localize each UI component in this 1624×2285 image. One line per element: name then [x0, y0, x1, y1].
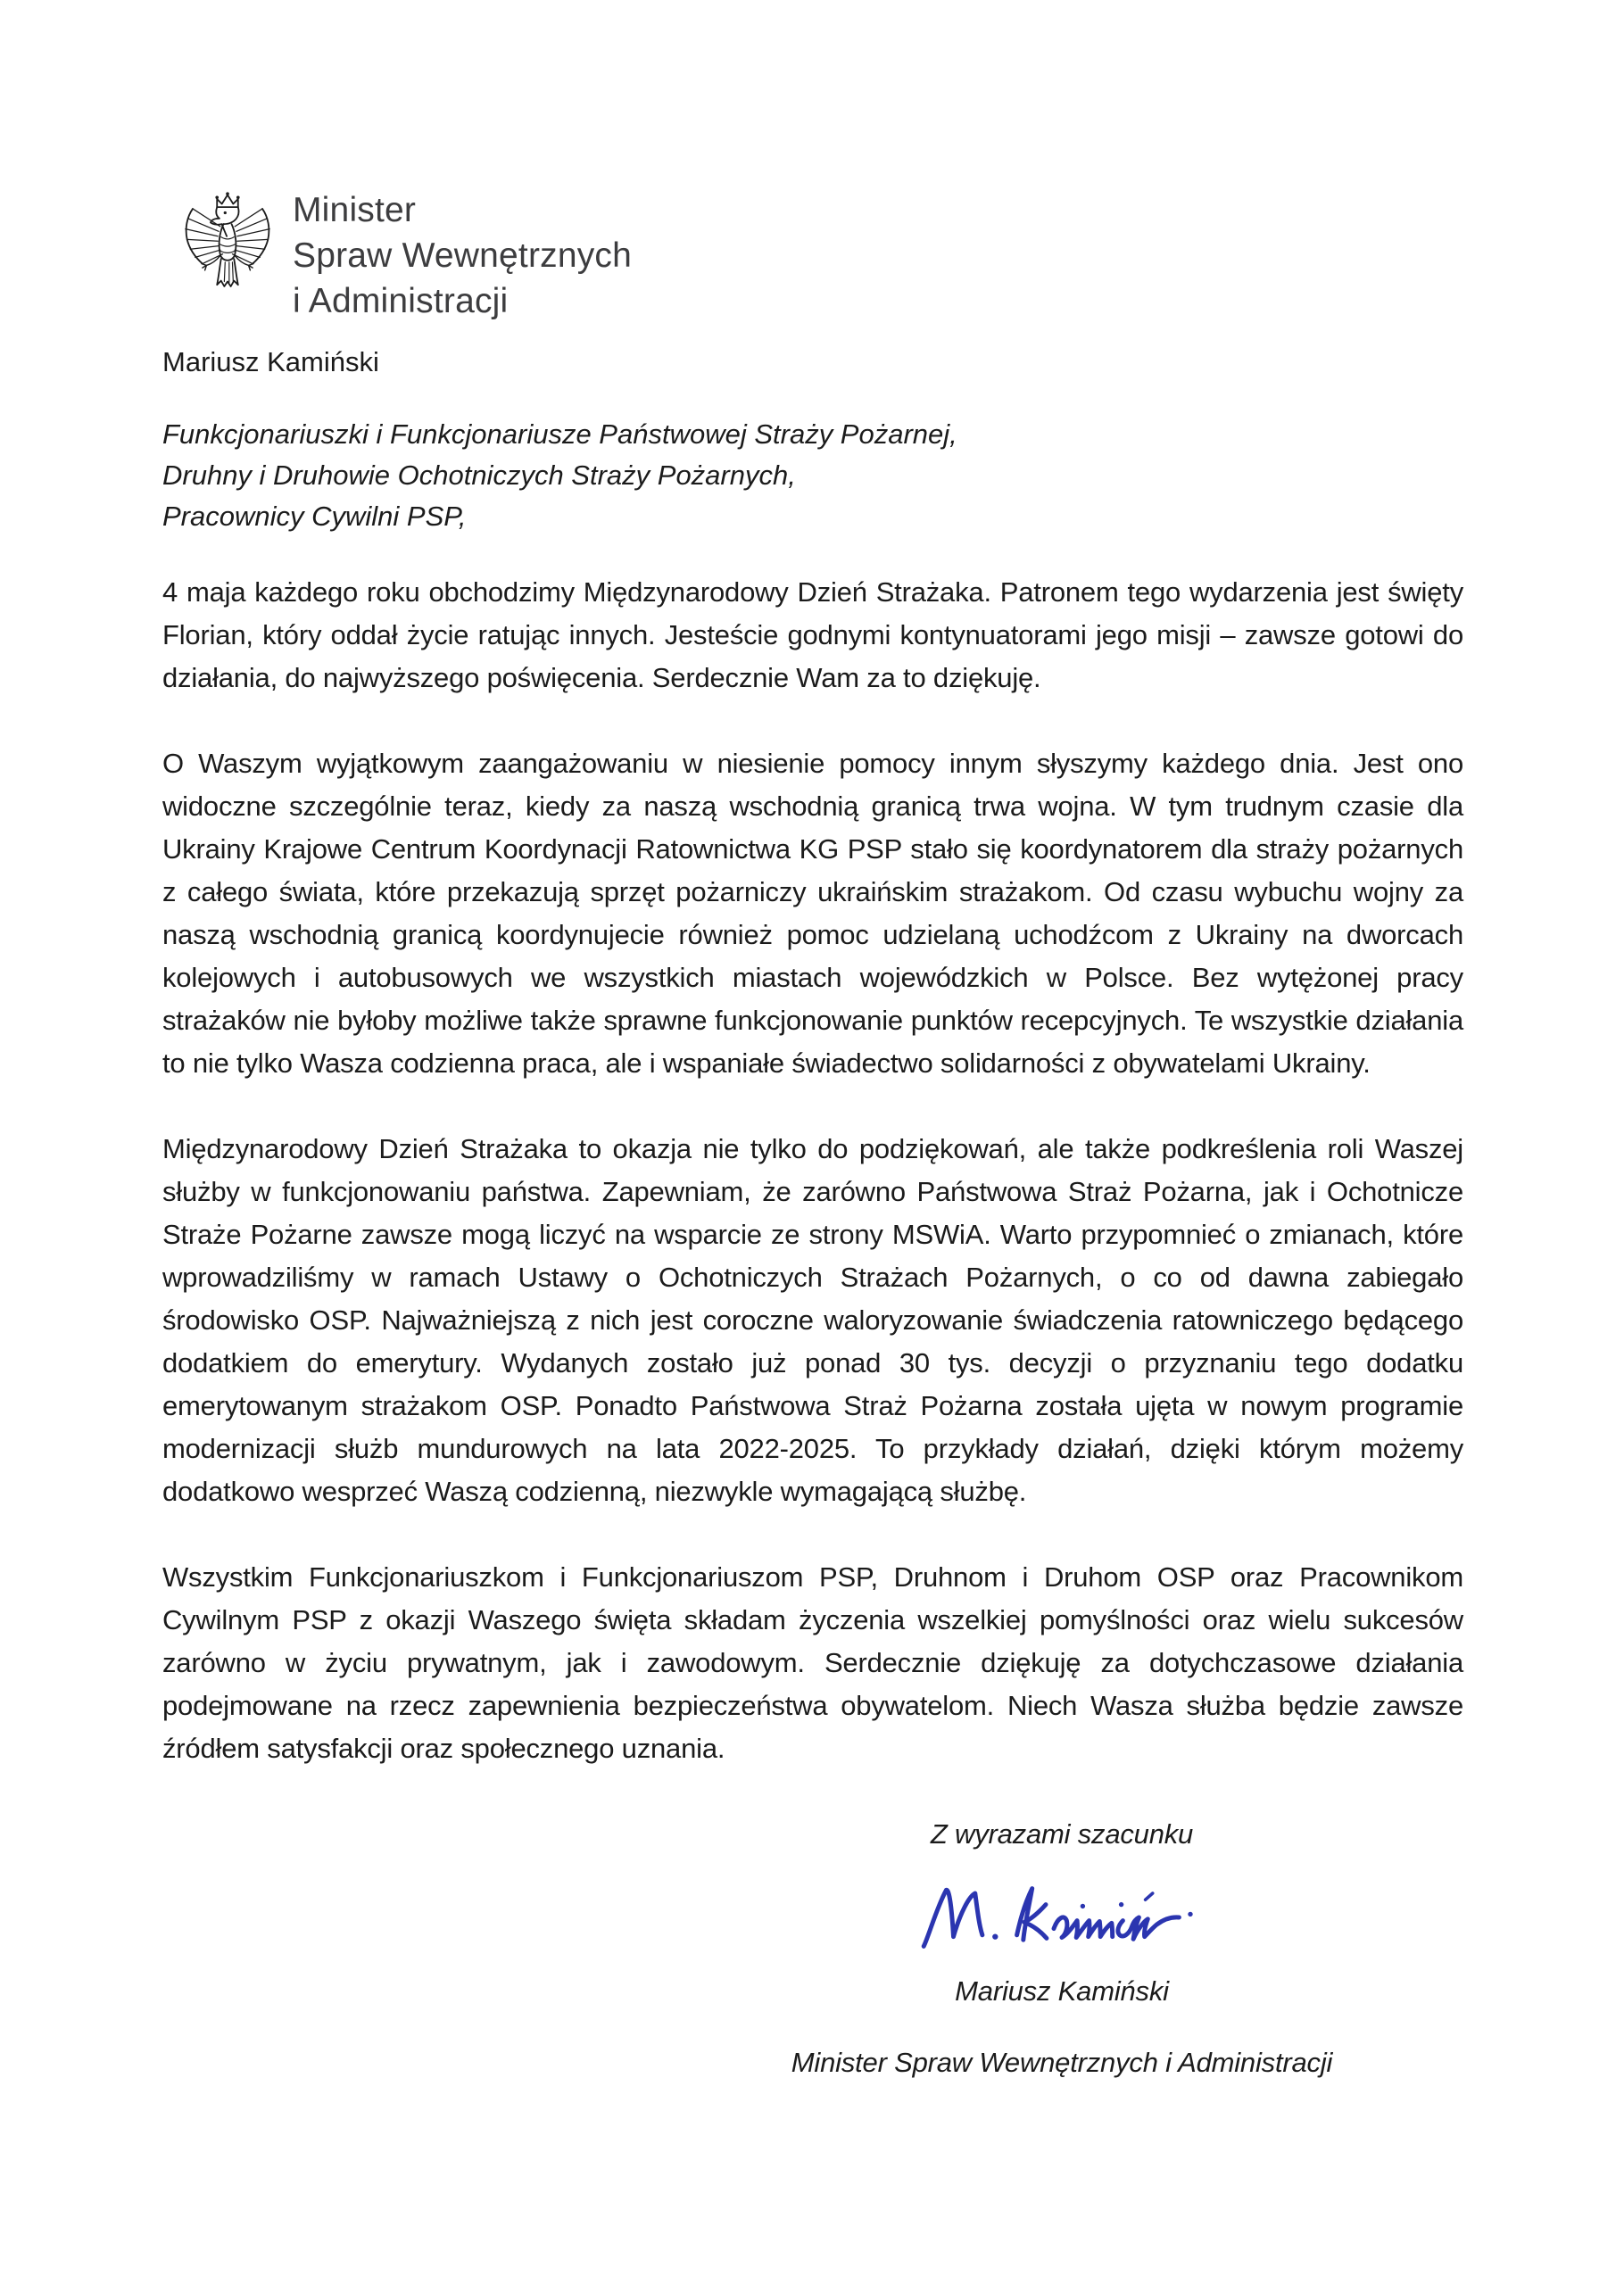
letterhead [182, 191, 632, 324]
ministry-title-line: Spraw Wewnętrznych [293, 236, 633, 275]
salutation-line: Pracownicy Cywilni PSP, [162, 501, 467, 532]
letter-body [162, 571, 1463, 2084]
paragraph-3: Międzynarodowy Dzień Strażaka to okazja nie tylko do podziękowań, ale także podkreślenia roli Waszej służby w funkcjonowaniu państwa. Zapewniam, że zarówno Państwowa Straż Pożarna, jak i Ochotnicze Straże Pożarne zawsze mogą liczyć na wsparcie ze strony MSWiA. Warto przypomnieć o zmianach, które wprowadziliśmy w ramach Ustawy o Ochotniczych Strażach Pożarnych, o co od dawna zabiegało środowisko OSP. Najważniejszą z nich jest coroczne waloryzowanie świadczenia ratowniczego będącego dodatkiem do emerytury. Wydanych zostało już ponad 30 tys. decyzji o przyznaniu tego dodatku emerytowanym strażakom OSP. Ponadto Państwowa Straż Pożarna została ujęta w nowym programie modernizacji służb mundurowych na lata 2022-2025. To przykłady działań, dzięki którym możemy dodatkowo wesprzeć Waszą codzienną, niezwykle wymagającą służbę. [162, 1133, 1463, 1507]
closing-block [723, 1813, 1401, 2084]
handwritten-signature-icon [910, 1877, 1214, 1958]
ministry-title-line: i Administracji [293, 282, 509, 320]
polish-eagle-coat-of-arms-icon [182, 191, 273, 312]
paragraph-4: Wszystkim Funkcjonariuszkom i Funkcjonariuszom PSP, Druhnom i Druhom OSP oraz Pracownikom Cywilnym PSP z okazji Waszego święta składam życzenia wszelkiej pomyślności oraz wielu sukcesów zarówno w życiu prywatnym, jak i zawodowym. Serdecznie dziękuję za dotychczasowe działania podejmowane na rzecz zapewnienia bezpieczeństwa obywatelom. Niech Wasza służba będzie zawsze źródłem satysfakcji oraz społecznego uznania. [162, 1561, 1463, 1764]
paragraph-2: O Waszym wyjątkowym zaangażowaniu w niesienie pomocy innym słyszymy każdego dnia. Jest ono widoczne szczególnie teraz, kiedy za naszą wschodnią granicą trwa wojna. W tym trudnym czasie dla Ukrainy Krajowe Centrum Koordynacji Ratownictwa KG PSP stało się koordynatorem dla straży pożarnych z całego świata, które przekazują sprzęt pożarniczy ukraińskim strażakom. Od czasu wybuchu wojny za naszą wschodnią granicą koordynujecie również pomoc udzielaną uchodźcom z Ukrainy na dworcach kolejowych i autobusowych we wszystkich miastach wojewódzkich w Polsce. Bez wytężonej pracy strażaków nie byłoby możliwe także sprawne funkcjonowanie punktów recepcyjnych. Te wszystkie działania to nie tylko Wasza codzienna praca, ale i wspaniałe świadectwo solidarności z obywatelami Ukrainy. [162, 748, 1463, 1079]
ministry-title-line: Minister [293, 191, 417, 229]
salutation-line: Druhny i Druhowie Ochotniczych Straży Pożarnych, [162, 459, 796, 491]
ministry-title [293, 187, 632, 324]
salutation-line: Funkcjonariuszki i Funkcjonariusze Państwowej Straży Pożarnej, [162, 418, 957, 450]
sender-name: Mariusz Kamiński [162, 346, 379, 377]
signer-name: Mariusz Kamiński [955, 1975, 1169, 2007]
salutation [162, 414, 957, 537]
paragraph-1: 4 maja każdego roku obchodzimy Międzynarodowy Dzień Strażaka. Patronem tego wydarzenia jest święty Florian, który oddał życie ratując innych. Jesteście godnymi kontynuatorami jego misji – zawsze gotowi do działania, do najwyższego poświęcenia. Serdecznie Wam za to dziękuję. [162, 576, 1463, 693]
closing-phrase: Z wyrazami szacunku [930, 1818, 1194, 1850]
signer-title: Minister Spraw Wewnętrznych i Administracji [791, 2047, 1333, 2078]
